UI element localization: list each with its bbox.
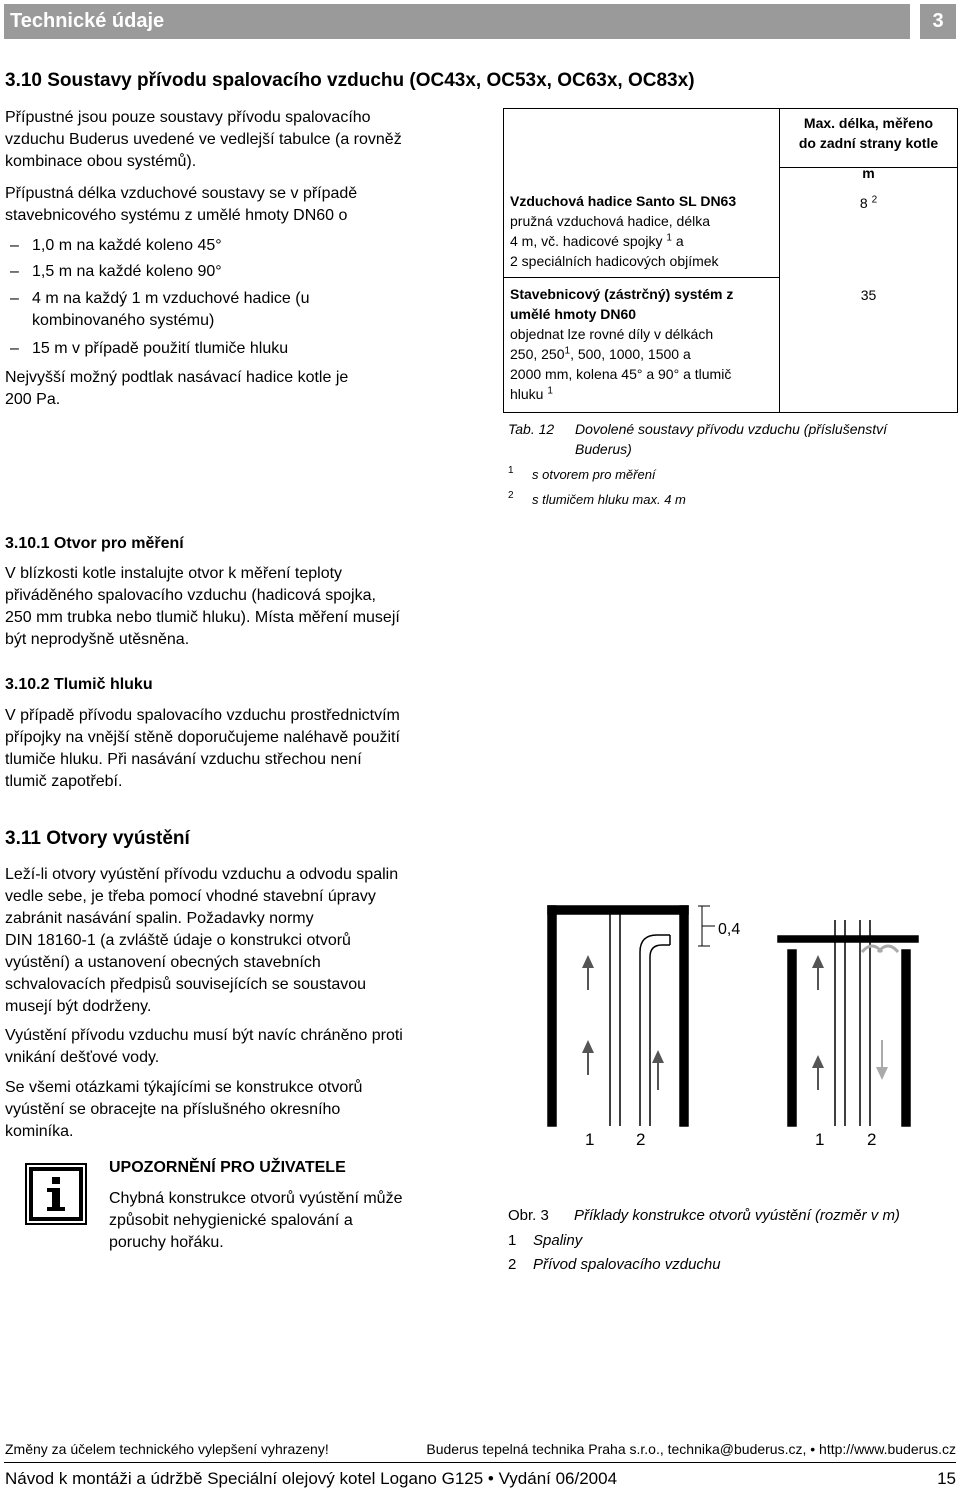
s310-paragraph-1: Přípustné jsou pouze soustavy přívodu spalovacího vzduchu Buderus uvedené ve vedlejší tabulce (a rovněž kombinace obou systémů).: [5, 109, 402, 170]
bullet-item: – 15 m v případě použití tlumiče hluku: [10, 340, 289, 357]
table-footnote-2: 2 s tlumičem hluku max. 4 m: [508, 490, 686, 507]
pipe-wall: [788, 950, 796, 1126]
s3102-paragraph: V případě přívodu spalovacího vzduchu prostřednictvím přípojky na vnější stěně doporučujeme naléhavě použití tlumiče hluku. Při nasávání vzduchu střechou není tlumič zapotřebí.: [5, 707, 400, 790]
page-number: 15: [937, 1469, 956, 1488]
figure-label: 1: [815, 1130, 825, 1149]
figure-label: 1: [585, 1130, 595, 1149]
table-row-divider: [504, 277, 779, 278]
bullet-item: – 1,0 m na každé koleno 45°: [10, 237, 222, 254]
s310-paragraph-2: Přípustná délka vzduchové soustavy se v případě stavebnicového systému z umělé hmoty DN60 o: [5, 185, 358, 224]
dimension-label: 0,4: [718, 921, 741, 938]
table-unit: m: [862, 165, 875, 181]
footer-disclaimer: Změny za účelem technického vylepšení vyhrazeny!: [5, 1441, 329, 1457]
section-3-11-title: 3.11 Otvory vyústění: [5, 828, 190, 849]
chapter-title: Technické údaje: [10, 10, 165, 32]
bullet-item: – 4 m na každý 1 m vzduchové hadice (u kombinovaného systému): [10, 290, 310, 329]
footer-divider: [4, 1462, 956, 1463]
table-divider: [779, 109, 780, 412]
figure-label: 2: [867, 1130, 877, 1149]
pipe-wall: [902, 950, 910, 1126]
arrow-up-icon: [582, 955, 664, 1090]
figure-caption: Obr. 3 Příklady konstrukce otvorů vyústění (rozměr v m): [508, 1207, 900, 1224]
notice-text: Chybná konstrukce otvorů vyústění může způsobit nehygienické spalování a poruchy hořáku.: [109, 1190, 403, 1251]
accessory-table: [503, 108, 958, 413]
section-3-10-2-title: 3.10.2 Tlumič hluku: [5, 676, 153, 693]
bullet-item: – 1,5 m na každé koleno 90°: [10, 263, 222, 280]
pipe-wall: [548, 906, 556, 1126]
s3101-paragraph: V blízkosti kotle instalujte otvor k měření teploty přiváděného spalovacího vzduchu (hadicová spojka, 250 mm trubka nebo tlumič hluku). Místa měření musejí být neprodyšně utěsněna.: [5, 565, 400, 648]
arrow-up-icon: [812, 955, 824, 1090]
table-row-plastic: Stavebnicový (zástrčný) systém z umělé hmoty DN60 objednat lze rovné díly v délkách 250, $250^1$, 500, 1000, 1500 a 2000 mm, kolena 45° a 90° a tlumič hluku $^1$: [510, 286, 734, 402]
s311-paragraph-2: Vyústění přívodu vzduchu musí být navíc chráněno proti vnikání dešťové vody.: [5, 1027, 403, 1066]
s311-paragraph-1: Leží-li otvory vyústění přívodu vzduchu a odvodu spalin vedle sebe, je třeba pomocí vhodné stavební úpravy zabránit nasávání spalin. Požadavky normy DIN 18160-1 (a zvláště údaje o konstrukci otvorů vyústění) a ustanovení obecných stavebních schvalovacích předpisů souvisejících se soustavou musejí být dodrženy.: [5, 866, 399, 1015]
footer-contact: Buderus tepelná technika Praha s.r.o., technika@buderus.cz, • http://www.buderus.cz: [426, 1441, 956, 1457]
pipe-wall: [680, 906, 688, 1126]
figure-label: 2: [636, 1130, 646, 1149]
termination-figure: [510, 860, 960, 1160]
s311-paragraph-3: Se všemi otázkami týkajícími se konstrukce otvorů vyústění se obracejte na příslušného okresního kominíka.: [5, 1079, 363, 1140]
roof-cap: [778, 936, 918, 942]
info-icon: [25, 1163, 87, 1225]
table-footnote-1: 1 s otvorem pro měření: [508, 465, 656, 482]
section-3-10-1-title: 3.10.1 Otvor pro měření: [5, 535, 184, 552]
pipe-wall: [548, 906, 688, 914]
chapter-number: 3: [920, 4, 956, 39]
table-row-santo-value: 8 $^2$: [859, 194, 878, 211]
table-row-plastic-value: 35: [860, 287, 877, 303]
figure-legend-item: 1 Spaliny: [508, 1232, 583, 1249]
figure-legend-item: 2 Přívod spalovacího vzduchu: [508, 1256, 721, 1273]
table-caption: Tab. 12 Dovolené soustavy přívodu vzduchu (příslušenství Buderus): [508, 421, 888, 457]
dimension-marker: [698, 906, 715, 946]
table-row-santo: Vzduchová hadice Santo SL DN63 pružná vzduchová hadice, délka 4 m, vč. hadicové spojky $^1$ a 2 speciálních hadicových objímek: [510, 193, 737, 269]
chapter-header-bar: [4, 4, 910, 39]
arrow-down-icon: [862, 946, 898, 1080]
table-col-header: Max. délka, měřeno do zadní strany kotle: [798, 115, 939, 151]
footer-document-title: Návod k montáži a údržbě Speciální olejový kotel Logano G125 • Vydání 06/2004: [5, 1469, 618, 1488]
section-3-10-title: 3.10 Soustavy přívodu spalovacího vzduchu (OC43x, OC53x, OC63x, OC83x): [5, 70, 695, 91]
notice-title: UPOZORNĚNÍ PRO UŽIVATELE: [109, 1159, 346, 1176]
s310-paragraph-3: Nejvyšší možný podtlak nasávací hadice kotle je 200 Pa.: [5, 369, 349, 408]
